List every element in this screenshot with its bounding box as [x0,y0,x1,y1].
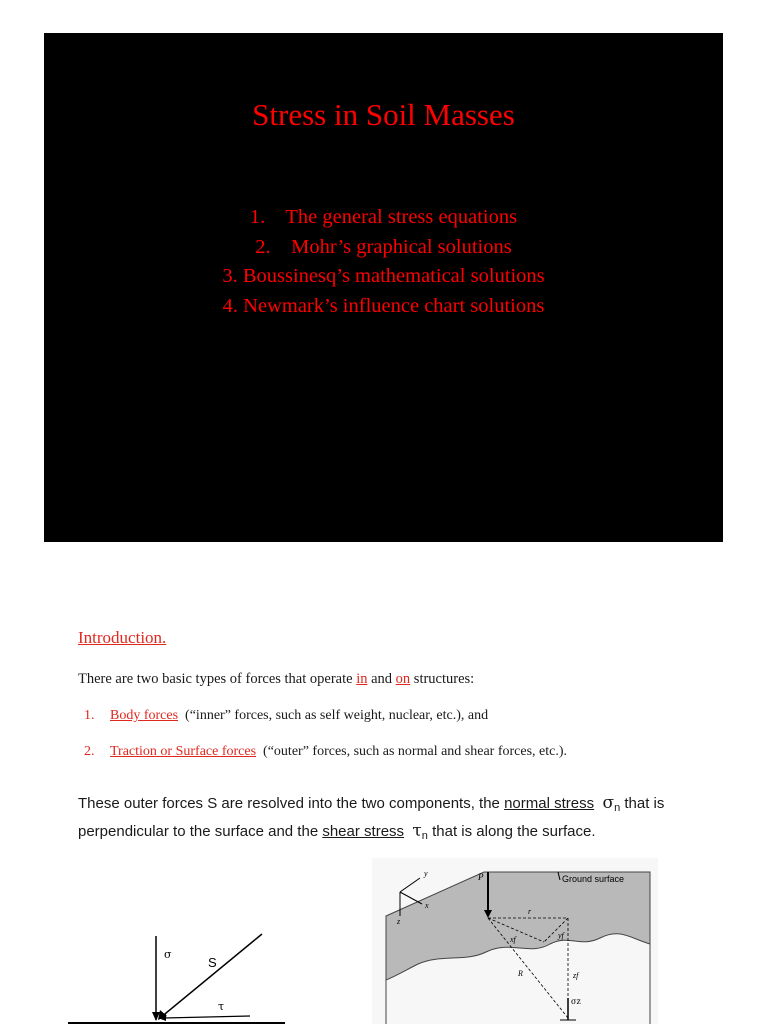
intro-text: There are two basic types of forces that operate [78,671,357,687]
list-item-body-forces [84,708,488,724]
shear-stress-vector [164,1016,250,1018]
stress-components-paragraph [78,792,664,848]
load-p-label: P [478,872,484,882]
slide-topic-item: 2. Mohr’s graphical solutions [255,235,512,258]
slide-topic-list [44,203,723,321]
sigma-symbol: σ [602,793,615,813]
sigma-label: σ [164,948,172,961]
r-label: r [528,907,532,916]
normal-stress-term: normal stress [504,795,595,812]
in-link: in [356,671,368,687]
tau-label: τ [218,1000,225,1013]
item-number: 2. [84,744,95,759]
slide-topic-item: 4. Newmark’s influence chart solutions [222,294,545,317]
s-label: S [208,955,217,970]
intro-text: and [367,671,396,687]
item-text: (“inner” forces, such as self weight, nuclear, etc.), and [178,708,489,723]
on-link: on [395,671,411,687]
title-slide [44,33,723,542]
paragraph-text: perpendicular to the surface and the [78,823,323,840]
tau-subscript: n [421,830,428,842]
paragraph-text: that is [620,795,665,812]
body-forces-term: Body forces [110,708,179,723]
big-r-label: R [518,969,523,978]
intro-paragraph [78,671,474,688]
slide-topic-item: 1. The general stress equations [249,206,518,228]
paragraph-text: that is along the surface. [427,823,596,840]
force-decomposition-figure [60,920,290,1024]
paragraph-line [78,792,664,820]
zf-label: zf [573,971,579,980]
z-axis-label: z [397,917,401,926]
item-number: 1. [84,708,95,723]
surface-forces-term: Traction or Surface forces [110,744,257,759]
shear-stress-term: shear stress [322,823,405,840]
tau-symbol: τ [412,821,422,841]
paragraph-text: These outer forces S are resolved into the two components, the [78,795,505,812]
paragraph-line [78,820,664,848]
yf-label: yf [558,931,564,940]
x-axis-label: x [425,901,429,910]
list-item-surface-forces [84,744,567,760]
point-load-figure [368,858,660,1024]
slide-topic-item: 3. Boussinesq’s mathematical solutions [222,265,545,287]
resultant-force-vector [160,934,262,1018]
introduction-heading: Introduction. [78,628,167,647]
sigma-subscript: n [614,802,621,814]
y-axis-label: y [424,869,428,878]
slide-title: Stress in Soil Masses [252,97,515,132]
xf-label: xf [510,935,516,944]
intro-text: structures: [410,671,475,687]
item-text: (“outer” forces, such as normal and shear forces, etc.). [256,744,568,759]
sigma-z-label: σz [571,997,581,1006]
ground-surface-label: Ground surface [562,874,625,884]
